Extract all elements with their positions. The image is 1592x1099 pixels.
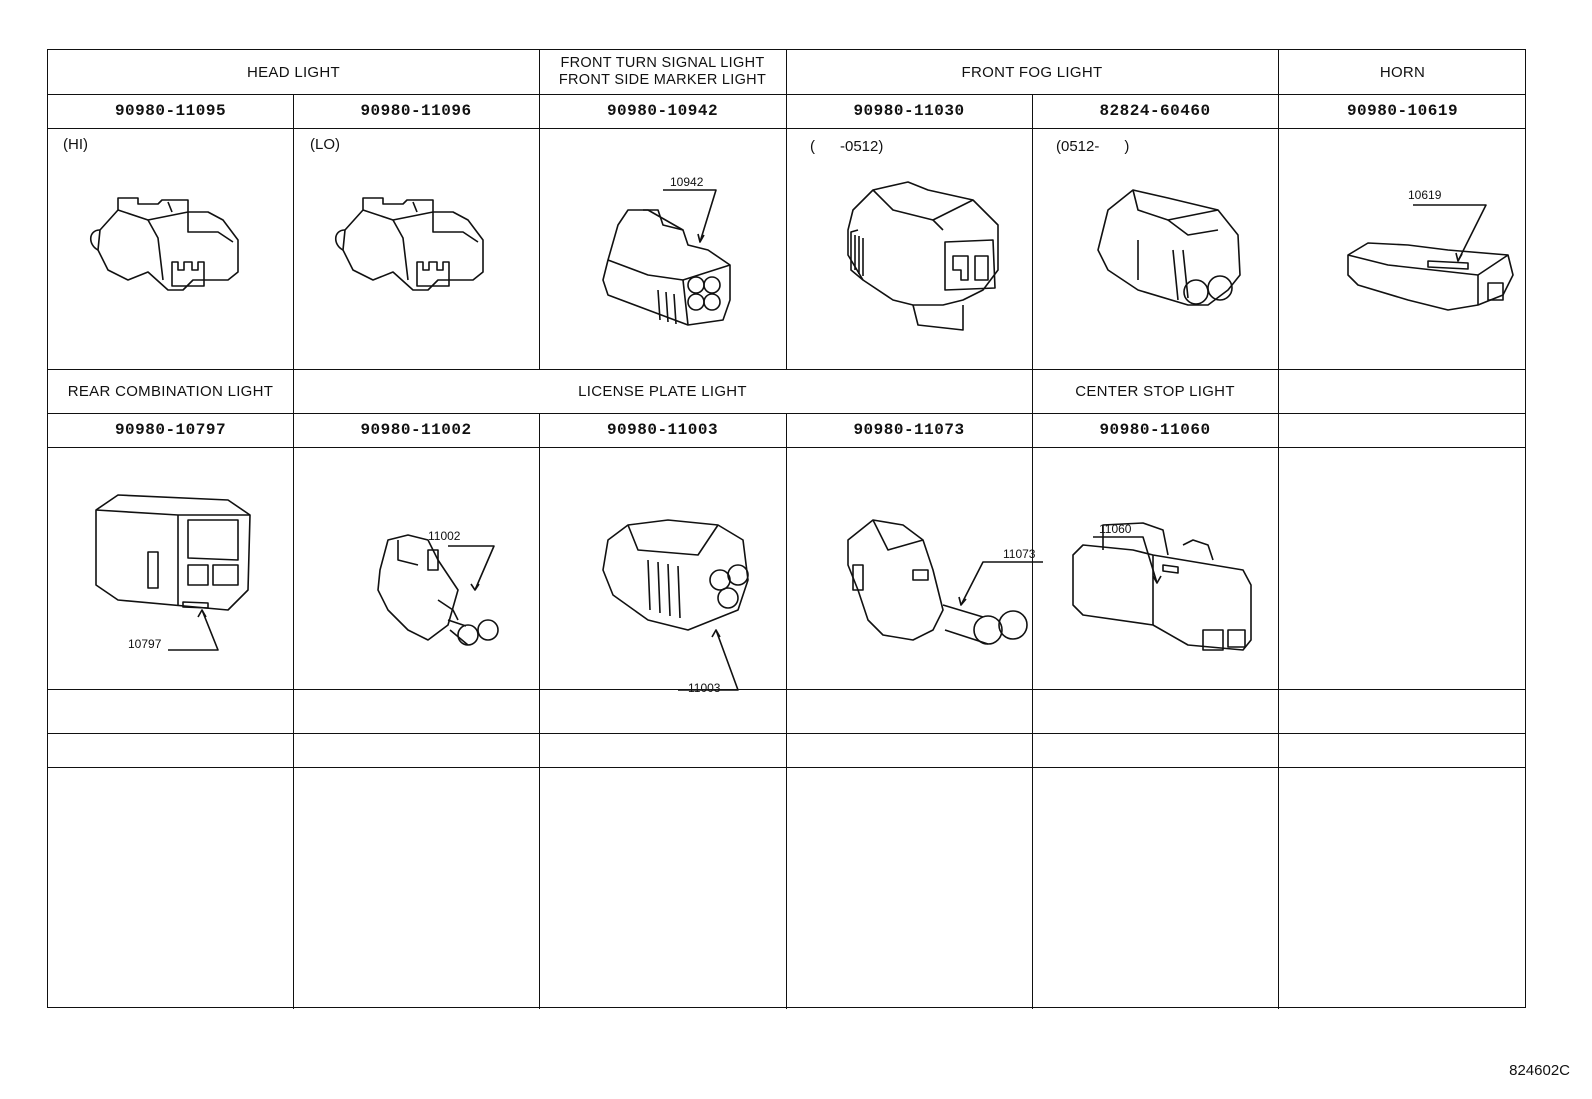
callout-label: 11060 xyxy=(1099,522,1132,536)
header-center-stop-light: CENTER STOP LIGHT xyxy=(1075,382,1235,400)
part-number: 90980-11096 xyxy=(360,101,472,120)
connector-drawing-11060 xyxy=(1063,475,1263,665)
header-license-plate-light: LICENSE PLATE LIGHT xyxy=(578,382,747,400)
part-number: 82824-60460 xyxy=(1099,101,1211,120)
connector-table xyxy=(47,49,1526,1008)
variant-note: (HI) xyxy=(63,136,88,153)
part-number: 90980-10942 xyxy=(606,101,719,120)
header-horn: HORN xyxy=(1379,63,1426,81)
callout-label: 11073 xyxy=(1003,547,1036,561)
connector-drawing-11002 xyxy=(338,480,508,660)
header-head-light: HEAD LIGHT xyxy=(246,63,340,81)
connector-drawing-10942 xyxy=(588,150,758,340)
callout-label: 10797 xyxy=(128,637,162,651)
part-number: 90980-11002 xyxy=(360,420,472,439)
variant-note: (LO) xyxy=(310,136,340,153)
part-number: 90980-10797 xyxy=(114,420,227,439)
part-number: 90980-11095 xyxy=(114,101,227,120)
callout-label: 10619 xyxy=(1408,188,1442,202)
connector-drawing-11095 xyxy=(88,190,258,310)
connector-drawing-11030 xyxy=(833,170,1013,350)
diagram-reference-code: 824602C xyxy=(1509,1062,1570,1079)
connector-drawing-10619 xyxy=(1328,165,1528,345)
variant-note: (0512- ) xyxy=(1056,138,1130,155)
header-front-fog-light: FRONT FOG LIGHT xyxy=(961,63,1103,81)
header-front-turn-signal: FRONT TURN SIGNAL LIGHT FRONT SIDE MARKER LIGHT xyxy=(558,55,767,88)
connector-drawing-11096 xyxy=(333,190,503,310)
part-number: 90980-10619 xyxy=(1346,101,1459,120)
part-number: 90980-11060 xyxy=(1099,420,1211,439)
part-number: 90980-11030 xyxy=(853,101,965,120)
callout-label: 10942 xyxy=(670,175,704,189)
part-number: 90980-11003 xyxy=(606,420,719,439)
connector-drawing-10797 xyxy=(88,470,278,670)
connector-drawing-11003 xyxy=(588,480,768,695)
callout-label: 11003 xyxy=(688,681,721,695)
header-rear-combination-light: REAR COMBINATION LIGHT xyxy=(67,382,274,400)
connector-drawing-82824 xyxy=(1078,180,1258,350)
variant-note: ( -0512) xyxy=(810,138,884,155)
part-number: 90980-11073 xyxy=(853,420,965,439)
connector-drawing-11073 xyxy=(833,480,1036,670)
callout-label: 11002 xyxy=(428,529,461,543)
